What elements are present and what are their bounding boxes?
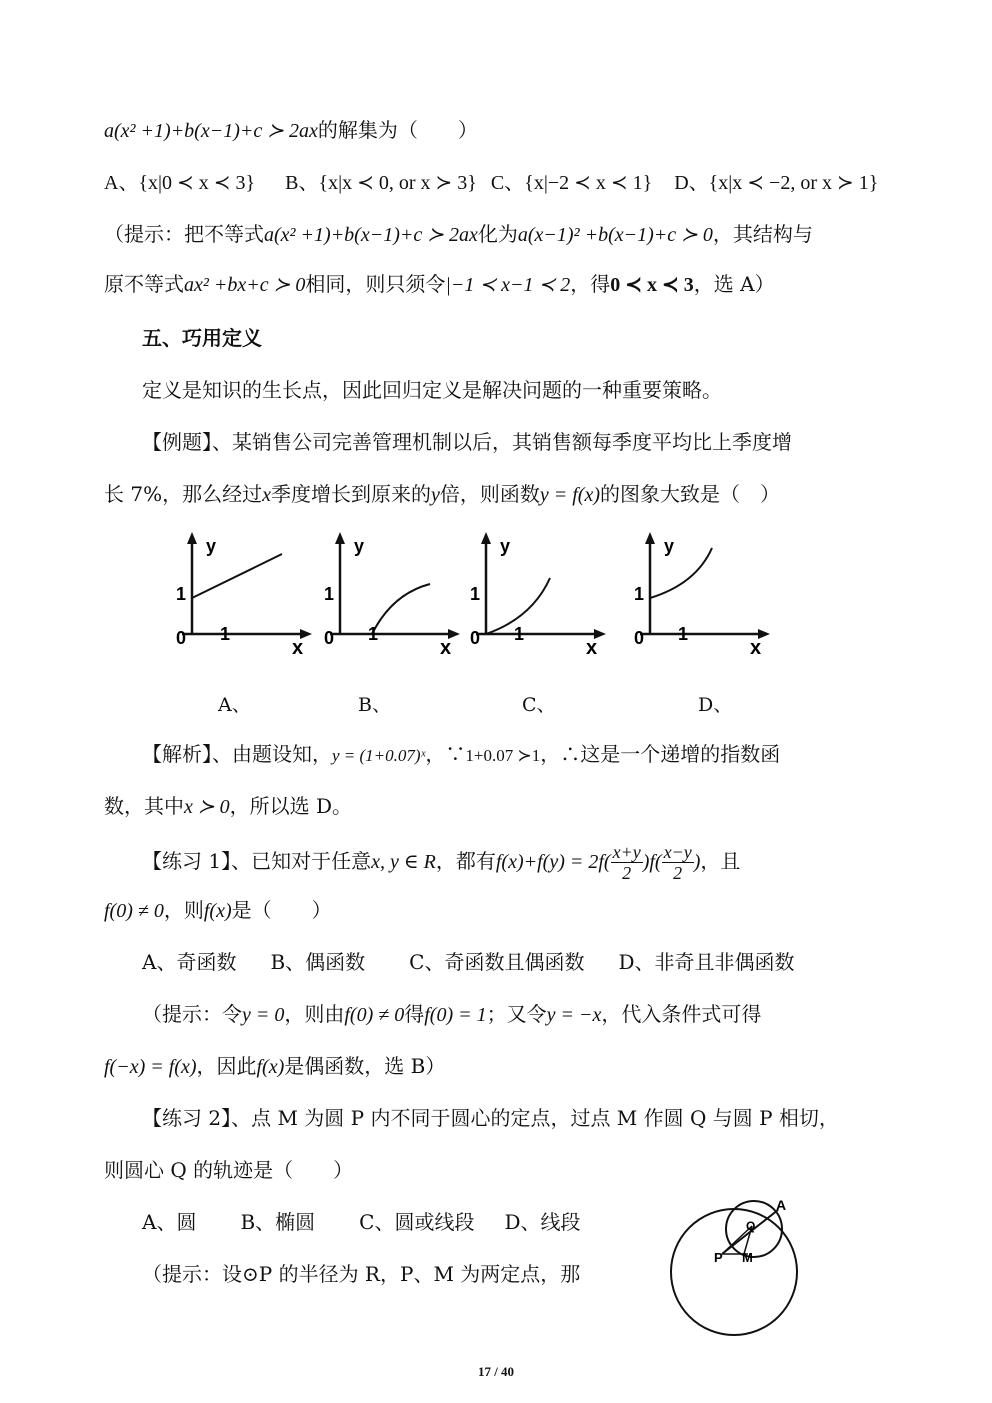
- graph-c-zero-label: 0: [470, 628, 481, 648]
- q0-opt-a: A、{x|0 ≺ x ≺ 3}: [104, 172, 256, 194]
- ex2-opt-a: A、圆: [142, 1210, 197, 1234]
- section-title: 五、巧用定义: [142, 326, 262, 350]
- section-intro: 定义是知识的生长点，因此回归定义是解决问题的一种重要策略。: [142, 378, 722, 402]
- hint-expr: |−1 ≺ x−1 ≺ 2: [445, 274, 571, 296]
- q0-expr: a(x² +1)+b(x−1)+c ≻ 2ax: [104, 120, 318, 142]
- hint-expr: ax² +bx+c ≻ 0: [184, 274, 306, 296]
- hint-text: ，其结构与: [712, 222, 813, 246]
- analysis-text: ，∴这是一个递增的指数函: [540, 742, 781, 766]
- graph-a-xone-label: 1: [220, 624, 231, 644]
- q0-opt-d: D、{x|x ≺ −2, or x ≻ 1}: [674, 172, 879, 194]
- ex1-line2: [104, 896, 332, 925]
- hint-expr: f(0) = 1: [424, 1004, 487, 1026]
- fig-label-m: M: [742, 1250, 753, 1265]
- frac-num: x−y: [663, 842, 692, 862]
- analysis-expr: x ≻ 0: [184, 796, 230, 818]
- hint-expr: y = 0: [242, 1004, 285, 1026]
- example-line2: [104, 480, 780, 509]
- ex1-opt-c: C、奇函数且偶函数: [409, 950, 585, 974]
- frac-den: 2: [622, 863, 632, 883]
- graph-b-zero-label: 0: [324, 628, 335, 648]
- graph-b-one-label: 1: [324, 584, 335, 604]
- hint-text: （提示：令: [142, 1002, 242, 1026]
- hint-expr: a(x−1)² +b(x−1)+c ≻ 0: [517, 224, 713, 246]
- hint-text: ；又令: [486, 1002, 547, 1026]
- hint-text: 化为: [477, 222, 518, 246]
- ex1-expr: ): [693, 851, 701, 873]
- example-var: y: [430, 484, 440, 506]
- fig-label-a: A: [776, 1197, 787, 1213]
- graph-a-zero-label: 0: [176, 628, 187, 648]
- analysis-text: ，∵: [425, 742, 466, 766]
- hint-text: 相同，则只须令: [305, 272, 446, 296]
- ex1-text: ，都有: [435, 849, 496, 873]
- frac-num: x+y: [612, 842, 641, 862]
- graph-d: [626, 530, 776, 660]
- ex2-line1: 【练习 2】、点 M 为圆 P 内不同于圆心的定点，过点 M 作圆 Q 与圆 P 相切，: [142, 1106, 839, 1130]
- q0-hint-line2: [104, 270, 775, 299]
- hint-expr: y = −x: [546, 1004, 602, 1026]
- graph-c-x-label: x: [586, 637, 598, 659]
- graph-a: [168, 530, 318, 660]
- ex1-expr: f(x): [203, 900, 232, 922]
- analysis-text: 【解析】、由题设知，: [142, 742, 332, 766]
- ex1-frac-2: [662, 842, 694, 883]
- ex2-opt-c: C、圆或线段: [359, 1210, 475, 1234]
- hint-text: ，因此: [196, 1054, 257, 1078]
- q0-hint-line1: [104, 220, 813, 249]
- analysis-expr: y = (1+0.07)ˣ: [332, 746, 426, 765]
- q0-options: [104, 168, 878, 197]
- graph-a-y-label: y: [206, 536, 217, 556]
- ex1-hint-line1: [142, 1000, 761, 1029]
- graph-d-x-label: x: [750, 637, 762, 659]
- ex2-opt-d: D、线段: [504, 1210, 581, 1234]
- graph-d-xone-label: 1: [678, 624, 689, 644]
- hint-expr: 0 ≺ x ≺ 3: [610, 274, 694, 296]
- ex1-frac-1: [611, 842, 643, 883]
- hint-text: ，选 A）: [693, 272, 775, 296]
- analysis-expr: 1+0.07 ≻1: [465, 746, 541, 765]
- q0-opt-b: B、{x|x ≺ 0, or x ≻ 3}: [285, 172, 477, 194]
- ex2-line2: 则圆心 Q 的轨迹是（ ）: [104, 1158, 354, 1182]
- graph-option-d: D、: [698, 694, 733, 716]
- ex1-opt-b: B、偶函数: [270, 950, 366, 974]
- graph-c-y-label: y: [500, 536, 511, 556]
- example-text: 季度增长到原来的: [270, 482, 431, 506]
- hint-text: ，得: [570, 272, 611, 296]
- ex1-line1: [142, 838, 740, 885]
- graph-d-zero-label: 0: [634, 628, 645, 648]
- page-number: 17 / 40: [477, 1364, 515, 1379]
- graph-a-x-label: x: [292, 637, 304, 659]
- analysis-text: ，所以选 D。: [229, 794, 353, 818]
- q0-opt-c: C、{x|−2 ≺ x ≺ 1}: [490, 172, 653, 194]
- graph-d-one-label: 1: [634, 584, 645, 604]
- example-text: 倍，则函数: [439, 482, 540, 506]
- ex1-text: ，且: [700, 849, 741, 873]
- graph-b-y-label: y: [354, 536, 365, 556]
- example-var: x: [262, 484, 271, 506]
- ex1-options: [142, 948, 795, 976]
- graph-option-a: A、: [218, 694, 251, 716]
- hint-expr: a(x² +1)+b(x−1)+c ≻ 2ax: [264, 224, 478, 246]
- ex2-options: [142, 1208, 581, 1236]
- ex1-expr: f(x)+f(y) = 2f(: [495, 851, 611, 873]
- hint-expr: f(x): [256, 1056, 285, 1078]
- analysis-text: 数，其中: [104, 794, 184, 818]
- graph-b: [316, 530, 466, 660]
- ex1-opt-d: D、非奇且非偶函数: [618, 950, 795, 974]
- hint-text: 得: [404, 1002, 425, 1026]
- ex2-hint: （提示：设⊙P 的半径为 R，P、M 为两定点，那: [142, 1262, 581, 1286]
- hint-expr: f(0) ≠ 0: [344, 1004, 405, 1026]
- ex1-text: 是（ ）: [231, 898, 332, 922]
- graph-c: [462, 530, 612, 660]
- example-text: 的图象大致是（ ）: [600, 482, 781, 506]
- ex1-expr: f(0) ≠ 0: [104, 900, 164, 922]
- q0-line: [104, 116, 478, 145]
- ex1-text: 【练习 1】、已知对于任意: [142, 849, 372, 873]
- fig-label-q: Q: [746, 1219, 756, 1233]
- ex1-expr: x, y ∈ R: [371, 851, 436, 873]
- ex2-opt-b: B、椭圆: [240, 1210, 316, 1234]
- graph-option-c: C、: [522, 694, 556, 716]
- graph-b-x-label: x: [440, 637, 452, 659]
- analysis-line1: [142, 740, 780, 770]
- hint-expr: f(−x) = f(x): [104, 1056, 197, 1078]
- analysis-line2: [104, 792, 352, 821]
- hint-text: ，则由: [284, 1002, 345, 1026]
- ex1-expr: )f(: [642, 851, 662, 873]
- fig-label-p: P: [714, 1250, 723, 1265]
- graph-b-xone-label: 1: [368, 624, 379, 644]
- frac-den: 2: [673, 863, 683, 883]
- hint-text: （提示：把不等式: [104, 222, 264, 246]
- graph-c-one-label: 1: [470, 584, 481, 604]
- example-text: 长 7%，那么经过: [104, 482, 263, 506]
- example-line1: 【例题】、某销售公司完善管理机制以后，其销售额每季度平均比上季度增: [142, 430, 792, 454]
- hint-text: 是偶函数，选 B）: [284, 1054, 446, 1078]
- circle-figure: [668, 1196, 808, 1344]
- example-func: y = f(x): [539, 484, 601, 506]
- ex1-hint-line2: [104, 1052, 445, 1081]
- ex1-opt-a: A、奇函数: [142, 950, 237, 974]
- hint-text: 原不等式: [104, 272, 184, 296]
- graph-d-y-label: y: [664, 536, 675, 556]
- graph-c-xone-label: 1: [514, 624, 525, 644]
- q0-text: 的解集为（ ）: [317, 118, 478, 142]
- graph-a-one-label: 1: [176, 584, 187, 604]
- hint-text: ，代入条件式可得: [601, 1002, 762, 1026]
- ex1-text: ，则: [163, 898, 204, 922]
- graph-option-b: B、: [358, 694, 391, 716]
